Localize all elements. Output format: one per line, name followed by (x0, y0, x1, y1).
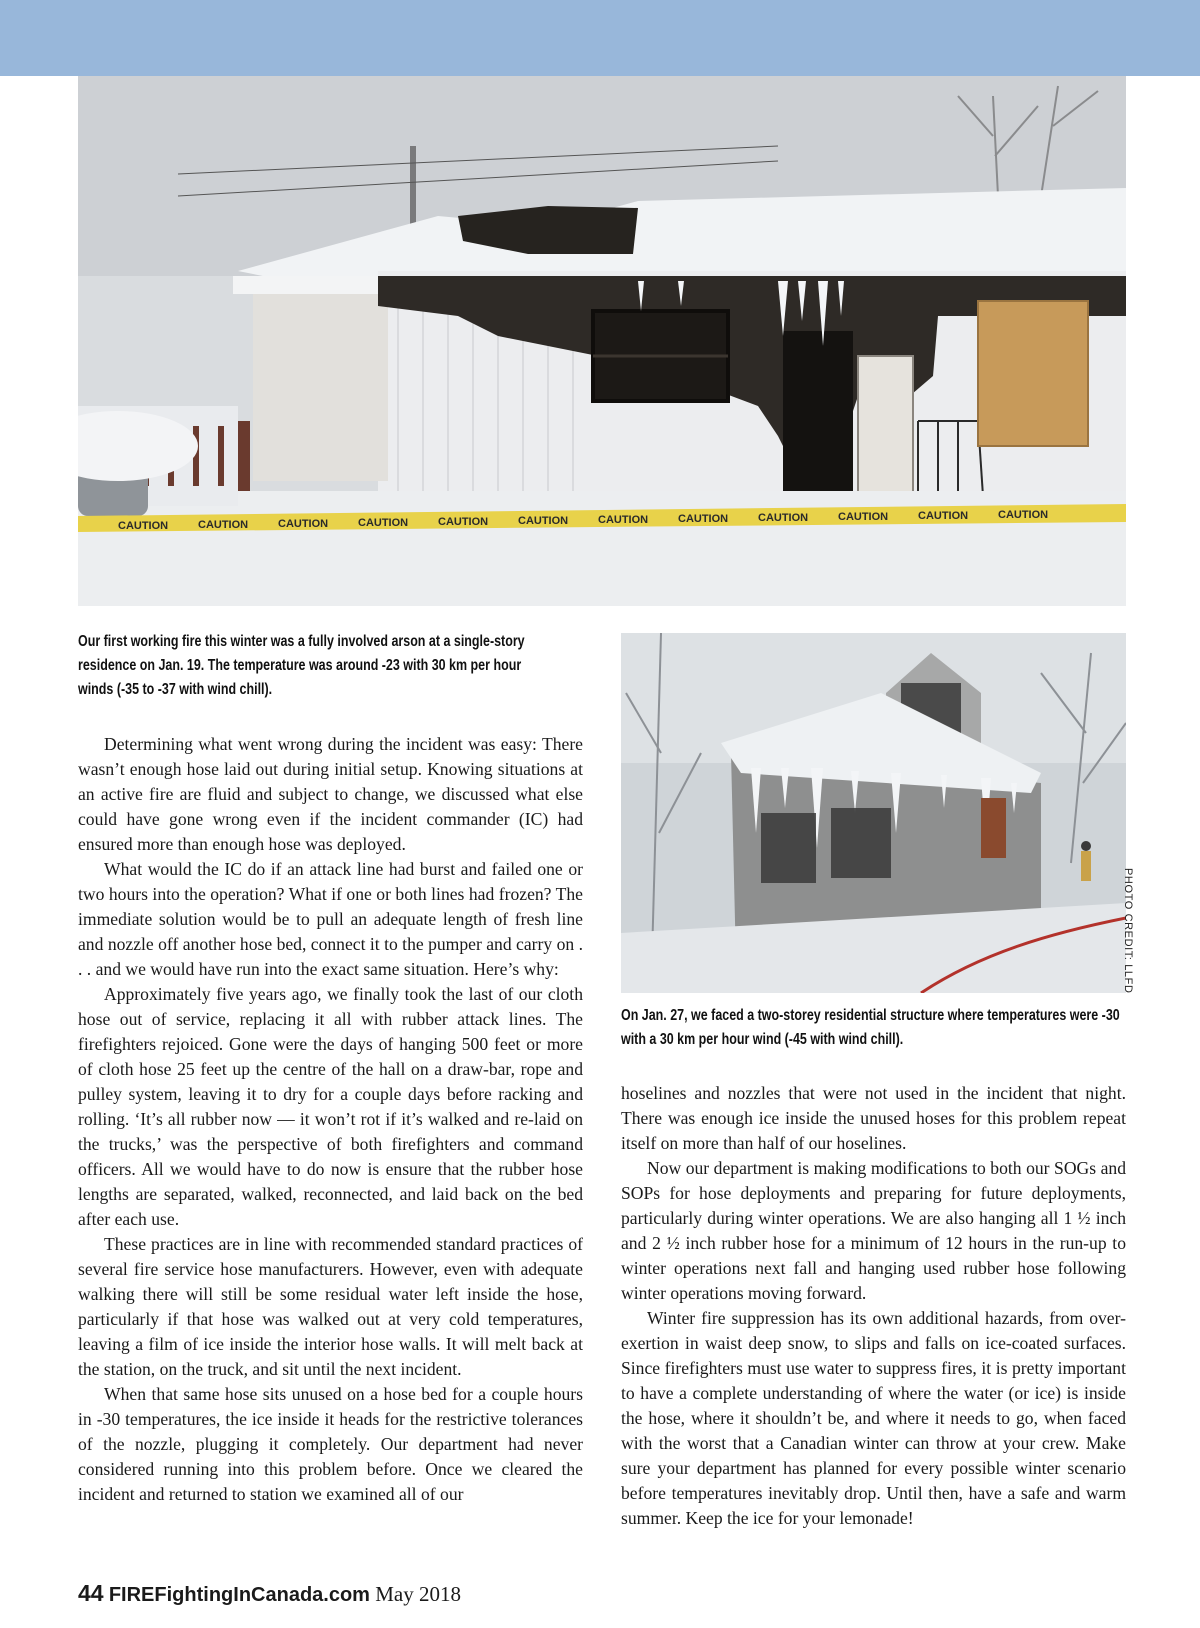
photo-credit: PHOTO CREDIT: LLFD (1122, 868, 1134, 994)
caution-tape-text: CAUTION (838, 511, 889, 523)
article-paragraph: Now our department is making modifications to both our SOGs and SOPs for hose deployments and preparing for future deployments, particularly during winter operations. We are also hanging all 1 ½ inch and 2 ½ inch rubber hose for a minimum of 12 hours in the run-up to winter operations next fall and hanging used rubber hose following winter operations moving forward. (621, 1158, 1126, 1303)
caution-tape-text: CAUTION (438, 516, 489, 528)
article-paragraph: When that same hose sits unused on a hose bed for a couple hours in -30 temperatures, the ice inside it heads for the restrictive tolerances of the nozzle, plugging it completely. Our department had never considered running into this problem before. Once we cleared the incident and returned to station we examined all of our (78, 1384, 583, 1504)
caution-tape-text: CAUTION (518, 515, 569, 527)
article-left-column (78, 732, 583, 1507)
caution-tape-text: CAUTION (118, 520, 169, 532)
caution-tape-text: CAUTION (598, 514, 649, 526)
caution-tape-text: CAUTION (358, 517, 409, 529)
article-paragraph: hoselines and nozzles that were not used in the incident that night. There was enough ice inside the unused hoses for this problem repeat itself on more than half of our hoselines. (621, 1083, 1126, 1153)
article-paragraph: What would the IC do if an attack line had burst and failed one or two hours into the operation? What if one or both lines had frozen? The immediate solution would be to pull an adequate length of fresh line and nozzle off another hose bed, connect it to the pumper and carry on . . . and we would have run into the exact same situation. Here’s why: (78, 859, 583, 979)
caution-tape-text: CAUTION (998, 509, 1049, 521)
article-paragraph: These practices are in line with recommended standard practices of several fire service hose manufacturers. However, even with adequate walking there will still be some residual water left inside the hose, particularly if that hose was walked out at very cold temperatures, leaving a film of ice inside the interior hose walls. It will melt back at the station, on the truck, and sit until the next incident. (78, 1234, 583, 1379)
article-paragraph: Winter fire suppression has its own additional hazards, from over-exertion in waist deep snow, to slips and falls on ice-coated surfaces. Since firefighters must use water to suppress fires, it is pretty important to have a complete understanding of where the water (or ice) is inside the hose, where it shouldn’t be, and where it needs to go, when faced with the worst that a Canadian winter can throw at your crew. Make sure your department has planned for every possible winter scenario before temperatures inevitably drop. Until then, have a safe and warm summer. Keep the ice for your lemonade! (621, 1308, 1126, 1528)
house-fire-illustration (78, 76, 1126, 606)
page-footer (78, 1580, 461, 1607)
caution-tape-text: CAUTION (198, 519, 249, 531)
top-photo-caption: Our first working fire this winter was a fully involved arson at a single-story residence on Jan. 19. The temperature was around -23 with 30 km per hour winds (-35 to -37 with wind chill). (78, 633, 525, 698)
house-fire-photo (78, 76, 1126, 606)
caution-tape-text: CAUTION (678, 513, 729, 525)
caution-tape-text: CAUTION (278, 518, 329, 530)
article-right-column (621, 1081, 1126, 1531)
page-number: 44 (78, 1580, 104, 1606)
caution-tape-text: CAUTION (918, 510, 969, 522)
caution-tape-text: CAUTION (758, 512, 809, 524)
article-paragraph: Determining what went wrong during the incident was easy: There wasn’t enough hose laid out during initial setup. Knowing situations at an active fire are fluid and subject to change, we discussed what else could have gone wrong even if the incident commander (IC) had ensured more than enough hose was deployed. (78, 734, 583, 854)
right-photo-caption: On Jan. 27, we faced a two-storey residential structure where temperatures were -30 with a 30 km per hour wind (-45 with wind chill). (621, 1007, 1120, 1048)
article-paragraph: Approximately five years ago, we finally took the last of our cloth hose out of service, replacing it all with rubber attack lines. The firefighters rejoiced. Gone were the days of hanging 500 feet or more of cloth hose 25 feet up the centre of the hall on a draw-bar, rope and pulley system, leaving it to dry for a couple days before racking and rolling. ‘It’s all rubber now — it won’t rot if it’s walked and re-laid on the trucks,’ was the perspective of both firefighters and command officers. All we would have to do now is ensure that the rubber hose lengths are separated, walked, reconnected, and laid back on the bed after each use. (78, 984, 583, 1229)
iced-house-illustration (621, 633, 1126, 993)
header-color-band (0, 0, 1200, 76)
issue-date: May 2018 (375, 1582, 461, 1606)
iced-house-photo (621, 633, 1126, 993)
magazine-website: FIREFightingInCanada.com (108, 1584, 370, 1606)
